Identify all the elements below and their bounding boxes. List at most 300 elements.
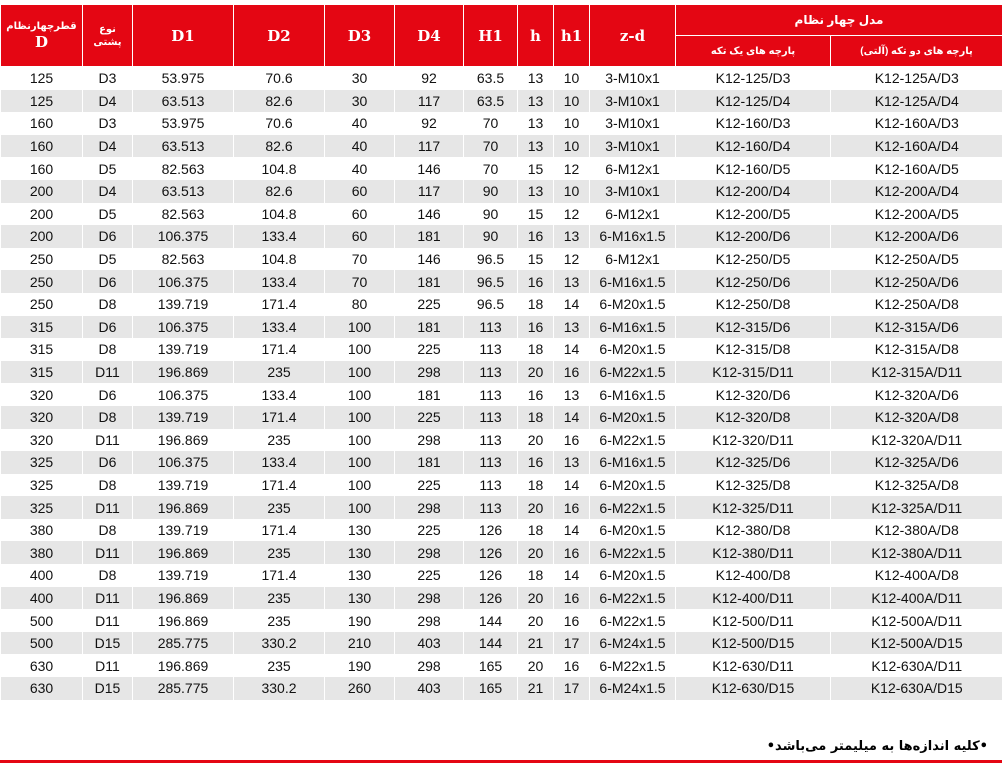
cell-model-two-piece: K12-160A/D4 [831,135,1002,158]
cell-h: 20 [518,654,554,677]
cell-back-type: D8 [83,338,133,361]
cell-back-type: D11 [83,654,133,677]
cell-back-type: D6 [83,225,133,248]
cell-d3: 40 [325,157,395,180]
cell-d2: 70.6 [234,112,325,135]
cell-h1-upper: 70 [464,112,518,135]
cell-diameter: 630 [1,677,83,700]
cell-diameter: 200 [1,225,83,248]
cell-h1-upper: 113 [464,383,518,406]
cell-model-two-piece: K12-500A/D15 [831,632,1002,655]
cell-d4: 298 [395,541,464,564]
cell-model-one-piece: K12-250/D6 [676,270,831,293]
cell-h1: 14 [554,293,590,316]
cell-h1-upper: 113 [464,316,518,339]
cell-d1: 139.719 [133,474,234,497]
cell-back-type: D3 [83,112,133,135]
cell-h1-upper: 165 [464,654,518,677]
cell-h1: 14 [554,519,590,542]
table-row [1,632,1002,655]
cell-model-two-piece: K12-500A/D11 [831,609,1002,632]
cell-d2: 133.4 [234,316,325,339]
cell-h1: 16 [554,609,590,632]
cell-h1: 16 [554,361,590,384]
cell-d3: 100 [325,496,395,519]
cell-h1-upper: 90 [464,180,518,203]
cell-back-type: D11 [83,587,133,610]
cell-d1: 106.375 [133,316,234,339]
cell-z-d: 6-M22x1.5 [590,587,676,610]
cell-d2: 133.4 [234,270,325,293]
cell-h1-upper: 126 [464,564,518,587]
cell-d2: 235 [234,654,325,677]
cell-model-one-piece: K12-500/D11 [676,609,831,632]
cell-z-d: 6-M20x1.5 [590,406,676,429]
cell-d4: 117 [395,135,464,158]
header-model: مدل چهار نظام [676,5,1002,36]
cell-model-two-piece: K12-320A/D11 [831,429,1002,452]
cell-model-one-piece: K12-500/D15 [676,632,831,655]
cell-model-two-piece: K12-250A/D5 [831,248,1002,271]
cell-h: 18 [518,519,554,542]
cell-h1: 10 [554,135,590,158]
cell-h1-upper: 96.5 [464,270,518,293]
cell-model-one-piece: K12-320/D11 [676,429,831,452]
cell-d2: 330.2 [234,632,325,655]
cell-h: 13 [518,180,554,203]
table-row [1,564,1002,587]
cell-d4: 117 [395,90,464,113]
cell-diameter: 380 [1,541,83,564]
cell-model-two-piece: K12-400A/D8 [831,564,1002,587]
cell-h1-upper: 70 [464,135,518,158]
cell-model-one-piece: K12-125/D3 [676,67,831,90]
cell-d2: 171.4 [234,406,325,429]
cell-d2: 171.4 [234,474,325,497]
cell-model-two-piece: K12-315A/D11 [831,361,1002,384]
table-row [1,248,1002,271]
cell-z-d: 6-M22x1.5 [590,496,676,519]
cell-z-d: 6-M20x1.5 [590,293,676,316]
cell-h: 20 [518,429,554,452]
cell-d4: 403 [395,632,464,655]
cell-d3: 60 [325,225,395,248]
cell-h: 18 [518,474,554,497]
cell-d1: 53.975 [133,67,234,90]
cell-d4: 225 [395,564,464,587]
cell-model-one-piece: K12-630/D15 [676,677,831,700]
cell-d1: 139.719 [133,519,234,542]
table-row [1,112,1002,135]
cell-h1: 16 [554,496,590,519]
cell-diameter: 250 [1,293,83,316]
cell-h1: 14 [554,564,590,587]
cell-d2: 171.4 [234,564,325,587]
header-diameter-label: D [34,33,48,51]
table-row [1,541,1002,564]
cell-back-type: D4 [83,135,133,158]
cell-z-d: 3-M10x1 [590,135,676,158]
header-model-two-piece: پارچه های دو تکه (آلتی) [831,36,1002,67]
cell-model-one-piece: K12-400/D11 [676,587,831,610]
cell-h: 20 [518,496,554,519]
cell-back-type: D6 [83,451,133,474]
table-row [1,293,1002,316]
cell-diameter: 380 [1,519,83,542]
cell-back-type: D15 [83,632,133,655]
table-row [1,496,1002,519]
cell-d1: 63.513 [133,135,234,158]
cell-h: 16 [518,270,554,293]
cell-back-type: D5 [83,203,133,226]
cell-h1: 16 [554,587,590,610]
cell-model-one-piece: K12-160/D5 [676,157,831,180]
cell-h1-upper: 113 [464,338,518,361]
cell-h1-upper: 90 [464,225,518,248]
cell-h1: 16 [554,541,590,564]
cell-d3: 130 [325,541,395,564]
cell-z-d: 3-M10x1 [590,67,676,90]
cell-back-type: D5 [83,248,133,271]
table-row [1,180,1002,203]
cell-h1: 10 [554,112,590,135]
cell-d4: 181 [395,383,464,406]
cell-d3: 260 [325,677,395,700]
cell-back-type: D5 [83,157,133,180]
cell-h1: 14 [554,406,590,429]
cell-model-two-piece: K12-160A/D5 [831,157,1002,180]
cell-h1: 13 [554,316,590,339]
header-model-one-piece: پارچه های یک تکه [676,36,831,67]
cell-h: 18 [518,293,554,316]
cell-d2: 133.4 [234,383,325,406]
cell-model-two-piece: K12-315A/D8 [831,338,1002,361]
cell-z-d: 6-M12x1 [590,157,676,180]
cell-d2: 104.8 [234,203,325,226]
cell-diameter: 325 [1,474,83,497]
table-row [1,451,1002,474]
cell-d3: 100 [325,361,395,384]
cell-d3: 100 [325,383,395,406]
cell-d1: 63.513 [133,90,234,113]
cell-back-type: D8 [83,474,133,497]
cell-model-one-piece: K12-400/D8 [676,564,831,587]
cell-d1: 82.563 [133,157,234,180]
cell-h: 20 [518,587,554,610]
cell-z-d: 3-M10x1 [590,90,676,113]
cell-diameter: 250 [1,248,83,271]
cell-model-one-piece: K12-380/D8 [676,519,831,542]
cell-h: 13 [518,90,554,113]
cell-d3: 190 [325,654,395,677]
cell-model-two-piece: K12-320A/D8 [831,406,1002,429]
cell-d2: 171.4 [234,338,325,361]
cell-z-d: 6-M20x1.5 [590,564,676,587]
cell-z-d: 6-M24x1.5 [590,677,676,700]
cell-h: 15 [518,203,554,226]
table-row [1,429,1002,452]
table-row [1,135,1002,158]
cell-h: 20 [518,361,554,384]
cell-z-d: 6-M20x1.5 [590,519,676,542]
cell-z-d: 3-M10x1 [590,180,676,203]
cell-h1: 14 [554,474,590,497]
cell-h: 21 [518,677,554,700]
table-row [1,406,1002,429]
cell-d3: 190 [325,609,395,632]
cell-d4: 146 [395,203,464,226]
cell-back-type: D4 [83,180,133,203]
cell-d2: 235 [234,429,325,452]
cell-diameter: 630 [1,654,83,677]
cell-d3: 70 [325,248,395,271]
cell-model-one-piece: K12-315/D6 [676,316,831,339]
cell-back-type: D6 [83,383,133,406]
cell-model-one-piece: K12-315/D11 [676,361,831,384]
cell-d3: 100 [325,316,395,339]
cell-d4: 181 [395,316,464,339]
cell-model-one-piece: K12-160/D4 [676,135,831,158]
table-row [1,67,1002,90]
cell-z-d: 6-M16x1.5 [590,451,676,474]
cell-d2: 82.6 [234,180,325,203]
cell-d4: 146 [395,157,464,180]
cell-d3: 60 [325,180,395,203]
cell-d1: 139.719 [133,293,234,316]
cell-d4: 146 [395,248,464,271]
cell-model-one-piece: K12-325/D8 [676,474,831,497]
cell-z-d: 6-M16x1.5 [590,383,676,406]
cell-h1: 17 [554,677,590,700]
cell-h: 18 [518,564,554,587]
header-d4: D4 [395,5,464,67]
cell-back-type: D6 [83,316,133,339]
cell-h1-upper: 70 [464,157,518,180]
table-row [1,361,1002,384]
table-row [1,519,1002,542]
cell-d2: 235 [234,361,325,384]
cell-diameter: 200 [1,203,83,226]
cell-model-one-piece: K12-380/D11 [676,541,831,564]
cell-h1: 12 [554,248,590,271]
cell-d1: 196.869 [133,609,234,632]
cell-h1: 10 [554,90,590,113]
cell-d2: 235 [234,587,325,610]
table-row [1,383,1002,406]
cell-z-d: 6-M22x1.5 [590,361,676,384]
cell-d4: 181 [395,270,464,293]
table-row [1,270,1002,293]
cell-back-type: D8 [83,293,133,316]
cell-h1: 10 [554,67,590,90]
cell-h1-upper: 63.5 [464,90,518,113]
cell-z-d: 6-M22x1.5 [590,541,676,564]
cell-d1: 196.869 [133,587,234,610]
table-row [1,157,1002,180]
cell-d3: 60 [325,203,395,226]
cell-d3: 70 [325,270,395,293]
cell-h1: 10 [554,180,590,203]
header-h: h [518,5,554,67]
cell-d1: 196.869 [133,541,234,564]
cell-h1: 13 [554,225,590,248]
cell-d1: 196.869 [133,361,234,384]
cell-model-one-piece: K12-315/D8 [676,338,831,361]
cell-model-two-piece: K12-325A/D11 [831,496,1002,519]
cell-model-two-piece: K12-315A/D6 [831,316,1002,339]
cell-d4: 298 [395,496,464,519]
cell-d2: 171.4 [234,293,325,316]
cell-h1-upper: 126 [464,587,518,610]
cell-z-d: 6-M20x1.5 [590,338,676,361]
cell-d2: 235 [234,609,325,632]
cell-model-two-piece: K12-200A/D6 [831,225,1002,248]
cell-h1: 14 [554,338,590,361]
cell-z-d: 6-M22x1.5 [590,654,676,677]
cell-d4: 225 [395,519,464,542]
cell-d2: 104.8 [234,248,325,271]
cell-h: 20 [518,541,554,564]
cell-d4: 181 [395,225,464,248]
cell-back-type: D8 [83,406,133,429]
header-d3: D3 [325,5,395,67]
cell-back-type: D11 [83,609,133,632]
cell-diameter: 400 [1,587,83,610]
cell-h1-upper: 113 [464,406,518,429]
cell-back-type: D11 [83,429,133,452]
cell-d2: 235 [234,541,325,564]
cell-diameter: 320 [1,429,83,452]
cell-h: 21 [518,632,554,655]
cell-d3: 130 [325,587,395,610]
cell-diameter: 315 [1,338,83,361]
cell-h1-upper: 165 [464,677,518,700]
cell-d1: 139.719 [133,564,234,587]
bottom-rule [0,760,1002,763]
table-row [1,677,1002,700]
cell-h1-upper: 144 [464,632,518,655]
cell-d3: 40 [325,112,395,135]
cell-z-d: 6-M12x1 [590,248,676,271]
cell-model-two-piece: K12-630A/D15 [831,677,1002,700]
cell-diameter: 315 [1,361,83,384]
cell-h: 16 [518,316,554,339]
cell-model-one-piece: K12-250/D5 [676,248,831,271]
table-row [1,609,1002,632]
cell-diameter: 160 [1,135,83,158]
cell-d4: 403 [395,677,464,700]
cell-d3: 100 [325,474,395,497]
cell-d4: 298 [395,429,464,452]
cell-d1: 63.513 [133,180,234,203]
cell-h1-upper: 113 [464,496,518,519]
table-row [1,316,1002,339]
cell-z-d: 6-M16x1.5 [590,316,676,339]
cell-z-d: 6-M20x1.5 [590,474,676,497]
cell-d3: 100 [325,338,395,361]
cell-h: 16 [518,451,554,474]
cell-z-d: 6-M12x1 [590,203,676,226]
cell-z-d: 6-M24x1.5 [590,632,676,655]
cell-h1: 12 [554,157,590,180]
cell-back-type: D8 [83,564,133,587]
cell-model-one-piece: K12-250/D8 [676,293,831,316]
cell-h1-upper: 63.5 [464,67,518,90]
cell-model-two-piece: K12-325A/D6 [831,451,1002,474]
cell-h1-upper: 113 [464,474,518,497]
cell-d2: 82.6 [234,90,325,113]
cell-d2: 330.2 [234,677,325,700]
cell-z-d: 6-M22x1.5 [590,429,676,452]
cell-model-two-piece: K12-630A/D11 [831,654,1002,677]
cell-d2: 133.4 [234,451,325,474]
cell-model-one-piece: K12-200/D4 [676,180,831,203]
cell-model-one-piece: K12-630/D11 [676,654,831,677]
cell-d4: 298 [395,587,464,610]
cell-h: 16 [518,383,554,406]
cell-h1-upper: 96.5 [464,248,518,271]
cell-d3: 80 [325,293,395,316]
cell-h: 18 [518,406,554,429]
cell-h1: 16 [554,654,590,677]
cell-d4: 225 [395,406,464,429]
table-row [1,203,1002,226]
cell-back-type: D3 [83,67,133,90]
cell-back-type: D4 [83,90,133,113]
cell-model-two-piece: K12-125A/D3 [831,67,1002,90]
cell-model-one-piece: K12-320/D8 [676,406,831,429]
table-row [1,654,1002,677]
cell-h1: 13 [554,270,590,293]
cell-h1: 13 [554,451,590,474]
cell-h1-upper: 126 [464,519,518,542]
cell-model-two-piece: K12-325A/D8 [831,474,1002,497]
cell-diameter: 200 [1,180,83,203]
cell-d1: 196.869 [133,429,234,452]
cell-model-two-piece: K12-380A/D11 [831,541,1002,564]
header-zd: z-d [590,5,676,67]
cell-h: 15 [518,248,554,271]
cell-d3: 210 [325,632,395,655]
cell-h1-upper: 144 [464,609,518,632]
cell-h: 13 [518,135,554,158]
cell-d4: 117 [395,180,464,203]
cell-back-type: D6 [83,270,133,293]
cell-model-two-piece: K12-320A/D6 [831,383,1002,406]
cell-h1: 13 [554,383,590,406]
cell-model-two-piece: K12-160A/D3 [831,112,1002,135]
cell-d4: 225 [395,474,464,497]
cell-d4: 298 [395,361,464,384]
cell-d1: 139.719 [133,406,234,429]
cell-h1-upper: 113 [464,451,518,474]
cell-diameter: 325 [1,451,83,474]
cell-h: 18 [518,338,554,361]
cell-model-two-piece: K12-250A/D6 [831,270,1002,293]
table-row [1,474,1002,497]
header-backtype-line2: پشتی [93,36,122,48]
cell-h1-upper: 113 [464,429,518,452]
cell-h1-upper: 113 [464,361,518,384]
cell-d3: 100 [325,451,395,474]
cell-model-one-piece: K12-200/D5 [676,203,831,226]
cell-d3: 40 [325,135,395,158]
cell-d3: 130 [325,564,395,587]
cell-d2: 104.8 [234,157,325,180]
cell-diameter: 400 [1,564,83,587]
header-backtype-line1: نوع [99,23,116,35]
cell-h: 13 [518,67,554,90]
